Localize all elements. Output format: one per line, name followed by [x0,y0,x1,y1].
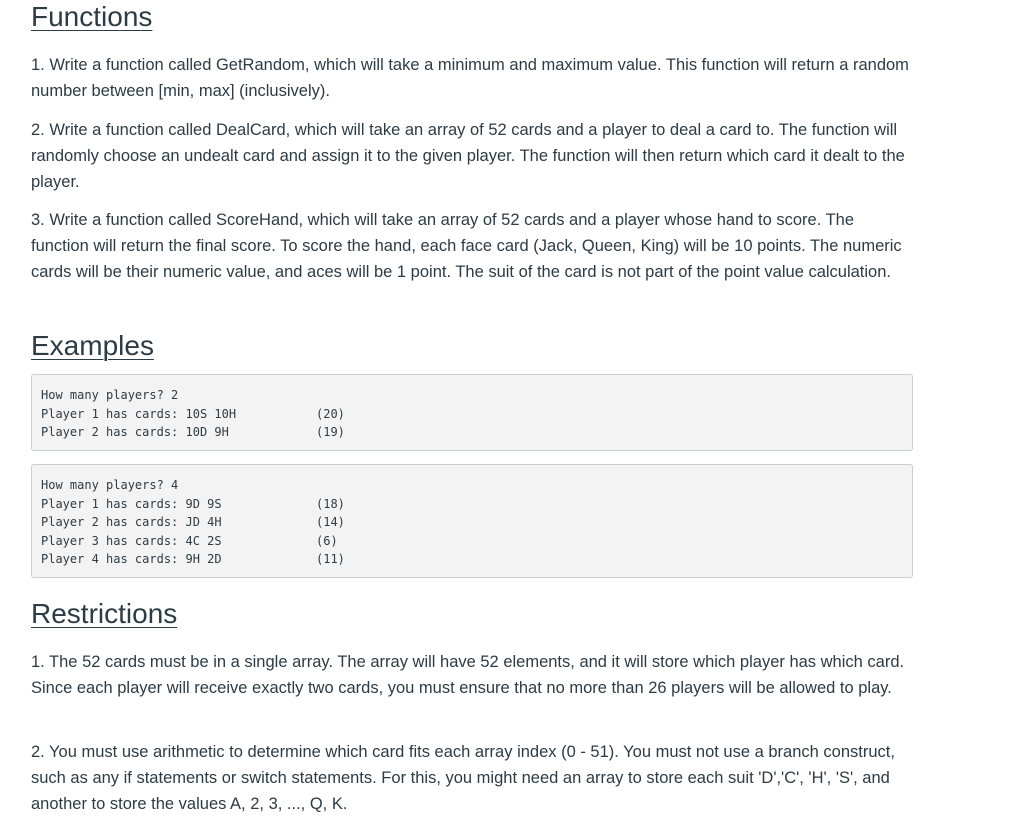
examples-heading: Examples [31,330,154,361]
example-prompt: How many players? 4 [41,478,179,492]
player-score: (11) [316,552,345,566]
player-cards-line: Player 1 has cards: 10S 10H [41,406,237,421]
functions-heading: Functions [31,1,153,32]
player-cards-line: Player 2 has cards: JD 4H [41,515,222,529]
function-item-1: 1. Write a function called GetRandom, which will take a minimum and maximum value. This function will return a random number between [min, max] (inclusively). [31,56,909,100]
player-cards-line: Player 1 has cards: 9D 9S [41,496,222,511]
function-item-3: 3. Write a function called ScoreHand, which will take an array of 52 cards and a player whose hand to score. The function will return the final score. To score the hand, each face card (Jack, Queen, King) will be 10 points. The numeric cards will be their numeric value, and aces will be 1 point. The suit of the card is not part of the point value calculation. [31,211,902,281]
player-cards-line: Player 3 has cards: 4C 2S [41,533,222,548]
example-block-2 [31,464,913,578]
player-cards-line: Player 4 has cards: 9H 2D [41,552,222,566]
example-prompt: How many players? 2 [41,388,179,402]
player-score: (14) [316,515,345,529]
player-score: (18) [316,496,345,511]
restriction-item-1: 1. The 52 cards must be in a single array. The array will have 52 elements, and it will store which player has which card. Since each player will receive exactly two cards, you must ensure that no more than 26 players will be allowed to play. [31,653,905,697]
restriction-item-2: 2. You must use arithmetic to determine which card fits each array index (0 - 51). You must not use a branch construct, such as any if statements or switch statements. For this, you might need an array to store each suit 'D','C', 'H', 'S', and another to store the values A, 2, 3, ..., Q, K. [31,743,895,813]
example-block-1 [31,374,913,451]
player-score: (6) [316,533,338,548]
function-item-2: 2. Write a function called DealCard, which will take an array of 52 cards and a player to deal a card to. The function will randomly choose an undealt card and assign it to the given player. The function will then return which card it dealt to the player. [31,121,905,191]
player-score: (20) [316,406,345,421]
player-score: (19) [316,425,345,439]
restrictions-heading: Restrictions [31,598,178,629]
player-cards-line: Player 2 has cards: 10D 9H [41,425,229,439]
